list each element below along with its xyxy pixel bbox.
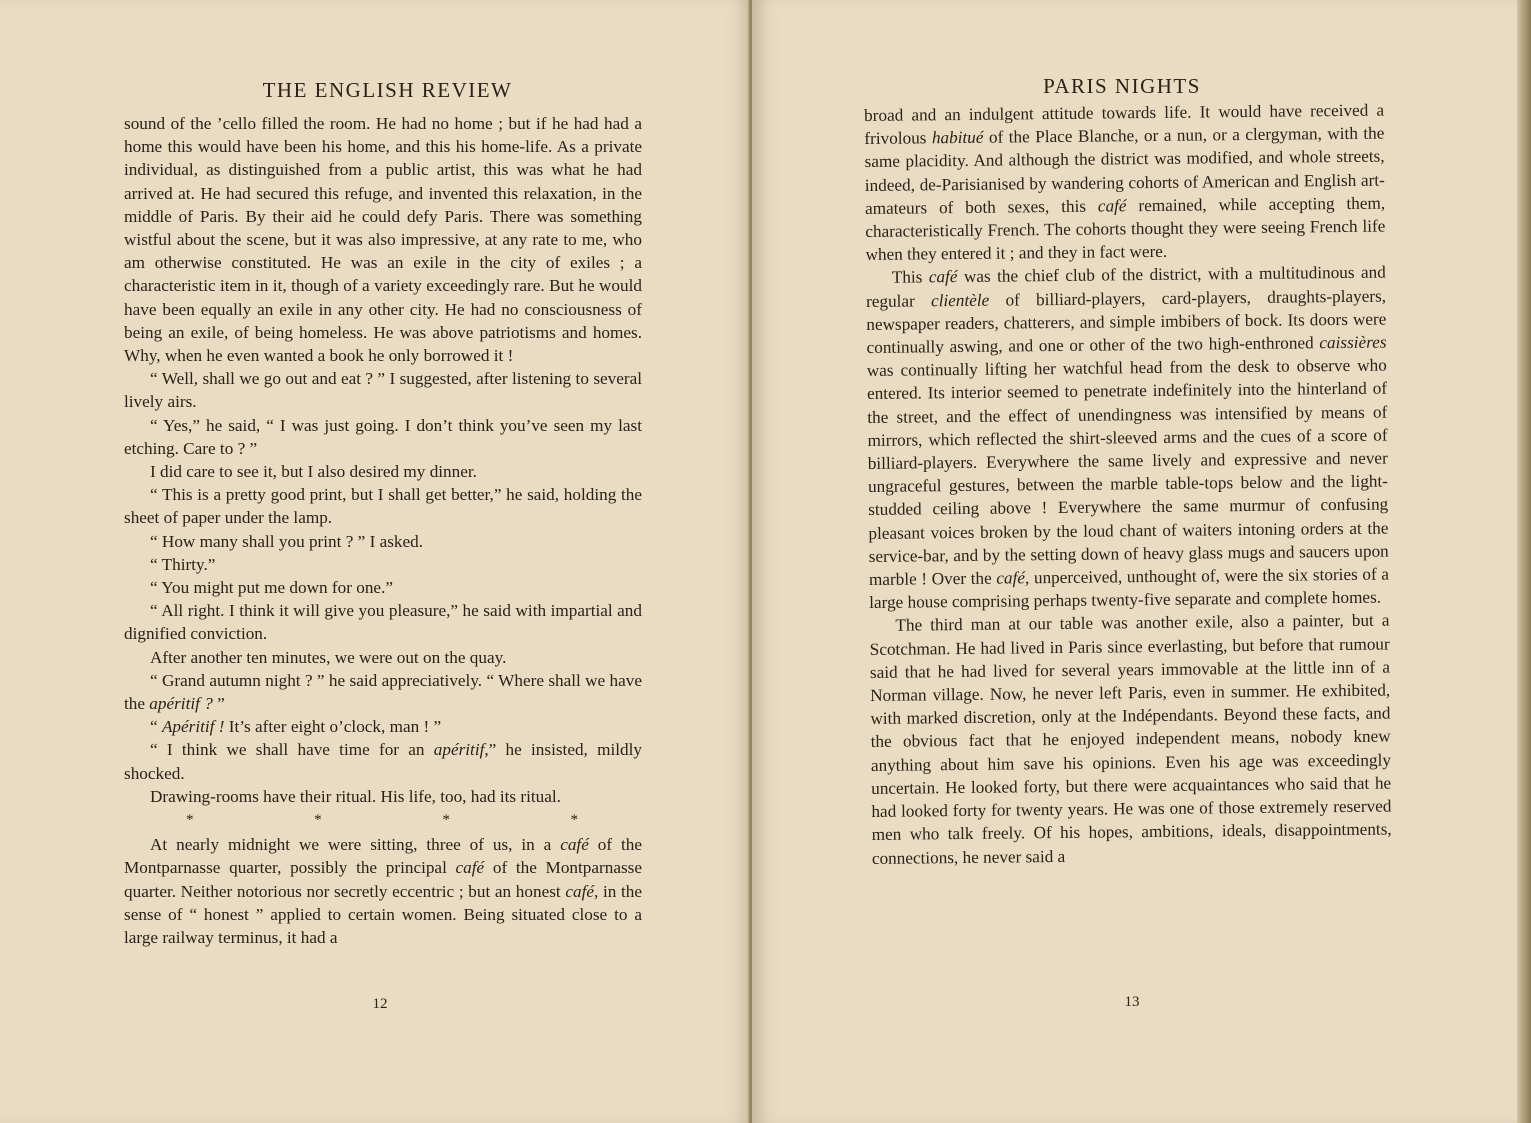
left-body-paragraphs <box>124 112 642 808</box>
text-run: ” <box>212 694 225 714</box>
text-run: After another ten minutes, we were out on the quay. <box>150 647 507 667</box>
text-run: It’s after eight o’clock, man ! ” <box>224 717 442 737</box>
left-body-after-break <box>124 833 642 949</box>
italic-text: café <box>928 267 958 287</box>
right-page-edge <box>1517 0 1531 1123</box>
italic-text: clientèle <box>930 290 990 310</box>
italic-text: café <box>996 568 1026 588</box>
text-run: At nearly midnight we were sitting, three of us, in a <box>150 835 561 855</box>
italic-text: Apéritif ! <box>161 717 225 737</box>
paragraph <box>124 414 642 460</box>
text-run: broad and an indulgent attitude towards life. It would have received a frivolous <box>864 100 1385 149</box>
text-run: , in the sense of “ honest ” applied to certain women. Being situated close to a large railway terminus, it had a <box>124 881 642 947</box>
paragraph <box>124 646 642 669</box>
left-page-text <box>124 112 642 949</box>
paragraph <box>866 261 1390 614</box>
text-run: of the Montparnasse quarter. Neither notorious nor secretly eccentric ; but an honest <box>124 858 642 901</box>
text-run: of the Place Blanche, or a nun, or a clergyman, with the same placidity. And although the district was modified, and whole streets, indeed, de-Parisianised by wandering cohorts of American and English art-amateurs of both sexes, this <box>864 123 1385 218</box>
text-run: “ <box>150 717 162 737</box>
paragraph <box>124 833 642 949</box>
paragraph <box>124 715 642 738</box>
asterism-star: * <box>186 812 194 829</box>
left-page <box>0 0 752 1123</box>
text-run: of the Montparnasse quarter, possibly the principal <box>124 835 642 878</box>
paragraph <box>869 609 1392 870</box>
paragraph <box>124 530 642 553</box>
paragraph <box>124 785 642 808</box>
text-run: “ Yes,” he said, “ I was just going. I don’t think you’ve seen my last etching. Care to ? ” <box>124 415 642 458</box>
asterism-star: * <box>442 812 450 829</box>
paragraph <box>124 669 642 715</box>
text-run: “ All right. I think it will give you pleasure,” he said with impartial and dignified conviction. <box>124 601 642 644</box>
text-run: was continually lifting her watchful head from the desk to observe who entered. Its interior seemed to penetrate indefinitely into the hinterland of the street, and the effect of unendingness was intensified by means of mirrors, which reflected the shirt-sleeved arms and the cues of a score of billiard-players. Everywhere the same lively and expressive and never ungraceful gestures, between the marble table-tops below and the light-studded ceiling above ! Everywhere the same murmur of confusing pleasant voices broken by the loud chant of waiters intoning orders at the service-bar, and by the setting down of heavy glass mugs and saucers upon marble ! Over the <box>866 355 1389 590</box>
text-run: The third man at our table was another exile, also a painter, but a Scotchman. He had lived in Paris since everlasting, but before that rumour said that he had lived for several years immovable at the little inn of a Norman village. Now, he never left Paris, even in summer. He exhibited, with marked discretion, only at the Indépendants. Beyond these facts, and the obvious fact that he enjoyed independent means, nobody knew anything about him save his opinions. Even his age was exceedingly uncertain. He looked forty, but there were acquaintances who said that he had looked forty for twenty years. He was one of those extremely reserved men who talk freely. Of his hopes, ambitions, ideals, disappointments, connections, he never said a <box>869 610 1392 868</box>
text-run: was the chief club of the district, with a multitudinous and regular <box>865 262 1386 311</box>
paragraph <box>124 460 642 483</box>
left-running-head: THE ENGLISH REVIEW <box>262 78 513 102</box>
right-running-head: PARIS NIGHTS <box>1043 74 1201 98</box>
italic-text: café <box>1097 196 1127 216</box>
text-run: ,” he insisted, mildly shocked. <box>124 740 642 783</box>
italic-text: apéritif <box>433 740 485 760</box>
right-page-text <box>864 99 1392 870</box>
text-run: “ Grand autumn night ? ” he said appreciatively. “ Where shall we have the <box>124 670 642 714</box>
paragraph <box>124 599 642 645</box>
italic-text: habitué <box>931 127 984 148</box>
text-run: “ I think we shall have time for an <box>150 740 434 760</box>
right-page <box>752 0 1531 1123</box>
text-run: I did care to see it, but I also desired my dinner. <box>150 462 477 482</box>
right-body-paragraphs <box>864 99 1392 870</box>
paragraph <box>124 553 642 576</box>
paragraph <box>124 483 642 529</box>
text-run: “ Well, shall we go out and eat ? ” I suggested, after listening to several lively airs. <box>124 369 642 412</box>
text-run: This <box>891 267 929 288</box>
right-page-number: 13 <box>1124 994 1140 1010</box>
text-run: “ You might put me down for one.” <box>150 578 393 598</box>
text-run: Drawing-rooms have their ritual. His life, too, had its ritual. <box>150 786 561 806</box>
paragraph <box>124 738 642 784</box>
italic-text: caissières <box>1319 332 1387 353</box>
asterism-star: * <box>570 812 578 829</box>
paragraph <box>124 576 642 599</box>
section-break <box>124 809 642 831</box>
asterism-star: * <box>314 812 322 829</box>
text-run: “ How many shall you print ? ” I asked. <box>150 531 424 551</box>
left-page-number: 12 <box>372 996 388 1012</box>
italic-text: café <box>560 835 589 855</box>
text-run: “ This is a pretty good print, but I shall get better,” he said, holding the sheet of paper under the lamp. <box>124 485 642 528</box>
text-run: remained, while accepting them, characteristically French. The cohorts thought they were seeing French life when they entered it ; and they in fact were. <box>865 193 1386 265</box>
text-run: of billiard-players, card-players, draughts-players, newspaper readers, chatterers, and simple imbibers of bock. Its doors were continually aswing, and one or other of the two high-enthroned <box>866 286 1387 358</box>
paragraph <box>124 367 642 413</box>
text-run: , unperceived, unthought of, were the six stories of a large house comprising perhaps twenty-five separate and complete homes. <box>869 564 1390 613</box>
italic-text: café <box>455 858 485 878</box>
text-run: “ Thirty.” <box>150 554 216 574</box>
text-run: sound of the ’cello filled the room. He had no home ; but if he had had a home this would have been his home, and this his home-life. As a private individual, as distinguished from a public artist, this was what he had arrived at. He had secured this refuge, and invented this relaxation, in the middle of Paris. By their aid he could defy Paris. There was something wistful about the scene, but it was also impressive, at any rate to me, who am otherwise constituted. He was an exile in the city of exiles ; a characteristic item in it, though of a variety exceedingly rare. But he would have been equally an exile in any other city. He had no consciousness of being an exile, of being homeless. He was above patriotisms and homes. Why, when he even wanted a book he only borrowed it ! <box>124 114 642 366</box>
italic-text: apéritif ? <box>149 694 213 714</box>
italic-text: café <box>565 881 594 901</box>
paragraph <box>864 99 1386 267</box>
paragraph <box>124 112 642 367</box>
